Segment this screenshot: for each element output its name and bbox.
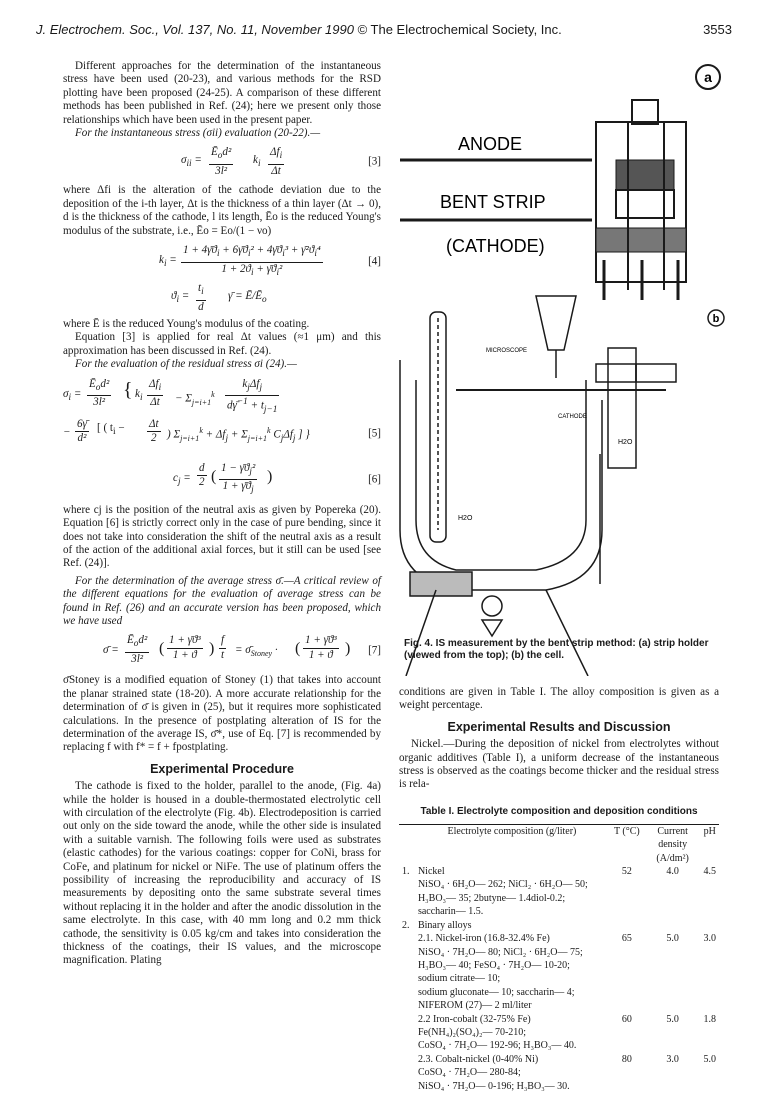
table-cell-ph xyxy=(701,1039,720,1052)
table-row xyxy=(399,919,719,932)
table-cell-cd xyxy=(645,1039,701,1052)
column-header: pH xyxy=(703,825,716,837)
equation-3: $\sigma_{ii}$ = $Ē_od^2$ 3l² $k_i$ $\Delta f_i$ Δt [3] xyxy=(181,146,381,178)
microscope-label: MICROSCOPE xyxy=(486,348,528,354)
table-cell-comp: sodium gluconate— 10; saccharin— 4; xyxy=(417,986,575,998)
table-cell-ph xyxy=(701,919,720,932)
copyright: © The Electrochemical Society, Inc. xyxy=(357,22,562,37)
h2o-label: H2O xyxy=(458,515,473,522)
paragraph: For the determination of the average stress σ̄.—A critical review of the different equations for the evaluation of average stress can be found in Ref. (26) and an accurate version has been proposed, which we have used xyxy=(63,574,381,627)
table-cell-cd: 4.0 xyxy=(666,866,679,878)
table-cell-ph xyxy=(701,878,720,891)
table-cell-cd xyxy=(645,1026,701,1039)
table-body xyxy=(399,865,719,1093)
left-column xyxy=(63,60,381,968)
panel-a-label: a xyxy=(704,69,712,85)
table-cell-t xyxy=(609,946,645,959)
paragraph: conditions are given in Table I. The alloy composition is given as a weight percentage. xyxy=(399,686,719,712)
table-cell-cd xyxy=(645,986,701,999)
table-cell-ph: 5.0 xyxy=(703,1053,716,1065)
table-cell-cd xyxy=(645,919,701,932)
table-cell-t xyxy=(609,1039,645,1052)
table-cell-t xyxy=(609,972,645,985)
paragraph: where Δfi is the alteration of the cathode deviation due to the deposition of the i-th layer, Δt is the thickness of a thin layer (Δt → 0), d is the thickness of the cathode, l its length, Ēo is the reduced Young's modulus of the substrate, i.e., Ēo = Eo/(1 − νo) xyxy=(63,184,381,237)
page-header xyxy=(36,22,732,42)
table-cell-ph xyxy=(701,959,720,972)
table-cell-cd: 5.0 xyxy=(666,933,679,945)
table-cell-comp: CoSO₄ · 7H₂O— 280-84; xyxy=(417,1067,521,1079)
column-header: T (°C) xyxy=(613,825,640,837)
table-cell-cd xyxy=(645,946,701,959)
table-cell-t xyxy=(609,892,645,905)
column-header: Electrolyte composition (g/liter) xyxy=(447,825,577,837)
table-cell-comp: H₃BO₃— 40; FeSO₄ · 7H₂O— 10-20; xyxy=(417,959,570,971)
table-cell-n xyxy=(399,892,415,905)
table-cell-ph xyxy=(701,1066,720,1079)
table-cell-comp: sodium citrate— 10; xyxy=(417,973,501,985)
table-cell-t xyxy=(609,1080,645,1093)
table-cell-ph xyxy=(701,1026,720,1039)
table-row xyxy=(399,1053,719,1066)
table-cell-ph xyxy=(701,972,720,985)
equation-6: $c_j$ = $\frac{d}{2}$ ( $\frac{1 - \gammāϑ_j^2}{1 + \gammāϑ_j}$ ) [6] xyxy=(173,461,381,496)
table-cell-cd: 5.0 xyxy=(666,1013,679,1025)
equation-4: $k_i$ = $\frac{1 + 4\gammāϑ_i + 6\gammāϑ_i^2 + 4\gammāϑ_i^3 + \gammā^2ϑ_i^4}{1 + 2ϑ_i + \gammāϑ_i^2}$ [4] $ϑ_i$ = $\frac{t_i}{d}$ γ̄ = $Ē/Ē_o$ xyxy=(159,244,381,313)
table-row xyxy=(399,986,719,999)
table-cell-comp: Binary alloys xyxy=(417,919,472,931)
table-cell-n xyxy=(399,986,415,999)
paragraph: Nickel.—During the deposition of nickel from electrolytes without organic additives (Table I), a uniform decrease of the instantaneous stress is observed as the coatings become thicker and the residual stress is rela- xyxy=(399,738,719,791)
table-cell-t: 60 xyxy=(621,1013,632,1025)
table-row xyxy=(399,959,719,972)
subheading: For the instantaneous stress (σii) evaluation (20-22).— xyxy=(75,127,321,140)
paragraph: where Ē is the reduced Young's modulus of the coating. xyxy=(63,318,310,331)
table-row xyxy=(399,1039,719,1052)
table-cell-t: 65 xyxy=(621,933,632,945)
table-cell-comp: saccharin— 1.5. xyxy=(417,906,484,918)
table-cell-n xyxy=(399,1039,415,1052)
page-number: 3553 xyxy=(703,22,732,37)
table-cell-n: 1. xyxy=(402,866,410,878)
table-row xyxy=(399,1066,719,1079)
cathode-small-label: CATHODE xyxy=(558,414,587,420)
table-cell-t xyxy=(609,999,645,1012)
table-cell-comp: 2.1. Nickel-iron (16.8-32.4% Fe) xyxy=(417,933,550,945)
paragraph: σ̄Stoney is a modified equation of Stoney (1) that takes into account the planar strained state (18-20). A more accurate relationship for the determination of σ̄ is given in (25), but it requires more sophisticated calculations. In the presence of postplating alteration of IS for the determination of the average IS, σ̄*, use of Eq. [7] is recommended by replacing f with f* = f + fpostplating. xyxy=(63,674,381,754)
panel-b-label: b xyxy=(712,313,720,325)
bent-strip-label: BENT STRIP xyxy=(440,192,546,212)
table-cell-ph: 1.8 xyxy=(703,1013,716,1025)
table-row xyxy=(399,1026,719,1039)
table-cell-cd xyxy=(645,999,701,1012)
table-cell-cd xyxy=(645,1066,701,1079)
table-cell-n xyxy=(399,932,415,945)
table-cell-n xyxy=(399,1053,415,1066)
equation-number: [7] xyxy=(368,644,381,657)
figure-caption: Fig. 4. IS measurement by the bent strip method: (a) strip holder (viewed from the top); (b) the cell. xyxy=(404,638,709,661)
table-row xyxy=(399,1080,719,1093)
table-cell-comp: Fe(NH₄)₂(SO₄)₂— 70-210; xyxy=(417,1026,527,1038)
table-cell-cd xyxy=(645,892,701,905)
table-cell-n xyxy=(399,1080,415,1093)
cathode-paren-label: (CATHODE) xyxy=(446,236,545,256)
subheading: For the evaluation of the residual stress σi (24).— xyxy=(75,358,297,371)
paragraph: Different approaches for the determination of the instantaneous stress have been used (20-23), and various methods for the RSD plotting have been proposed (24-25). A comparison of these different methods has been published in Ref. (24); here we present only those relationships which have been used in the present paper. xyxy=(63,60,381,126)
table-cell-n xyxy=(399,1013,415,1026)
table-cell-n xyxy=(399,878,415,891)
section-heading: Experimental Procedure xyxy=(150,761,294,776)
table-cell-t xyxy=(609,878,645,891)
h2o-label: H2O xyxy=(618,439,633,446)
table-row xyxy=(399,932,719,945)
table-cell-n: 2. xyxy=(402,919,410,931)
equation-number: [5] xyxy=(368,426,381,439)
table-cell-ph xyxy=(701,999,720,1012)
table-cell-ph xyxy=(701,986,720,999)
table-cell-cd xyxy=(645,972,701,985)
equation-number: [4] xyxy=(368,255,381,268)
table-row xyxy=(399,999,719,1012)
table-cell-t: 80 xyxy=(621,1053,632,1065)
table-cell-ph xyxy=(701,892,720,905)
equation-number: [3] xyxy=(368,155,381,168)
figure-4 xyxy=(396,60,732,676)
right-column xyxy=(399,686,719,1093)
table-cell-n xyxy=(399,999,415,1012)
table-cell-n xyxy=(399,905,415,918)
table-cell-cd xyxy=(645,959,701,972)
anode-label: ANODE xyxy=(458,134,523,154)
table-cell-comp: NiSO₄ · 6H₂O— 262; NiCl₂ · 6H₂O— 50; xyxy=(417,879,588,891)
table-cell-ph xyxy=(701,1080,720,1093)
equation-7: σ̄ = $Ē_od^2$ 3l² ( $\frac{\text{1 + γ̄ϑ³}}{1 + ϑ}$ ) $\frac{f}{t}$ = $\sigmā_{Stoney}$ · ( $\frac{\text{1 + γ̄ϑ³}}{1 + ϑ}$ ) [7] xyxy=(103,634,381,665)
table-cell-comp: Nickel xyxy=(417,866,445,878)
table-cell-ph xyxy=(701,905,720,918)
section-heading: Experimental Results and Discussion xyxy=(447,719,671,734)
table-cell-cd xyxy=(645,1080,701,1093)
equation-5: $\sigma_i$ = $Ē_od^2$ 3l² { $k_i$ $\Delta f_i$ Δt − $\Sigma_{j=i+1}^k$ $k_j\Delta f_j$ dγ̄$^{-1}$ + $t_{j-1}$ − $\frac{6\gammā}{\text{d²}}$ [ ( $t_i$ − $\frac{\Delta t}{2}$ ) $\Sigma_{j=i+1}^k + \Delta f_j + \Sigma_{j=i+1}^k$ $C_j\Delta f_j$ ] } [5] xyxy=(63,377,381,445)
table-row xyxy=(399,1013,719,1026)
table-cell-n xyxy=(399,1066,415,1079)
table-cell-comp: NiSO₄ · 7H₂O— 0-196; H₃BO₃— 30. xyxy=(417,1080,570,1092)
table-cell-comp: NIFEROM (27)— 2 ml/liter xyxy=(417,1000,532,1012)
table-cell-comp: H₃BO₃— 35; 2butyne— 1.4diol-0.2; xyxy=(417,892,566,904)
table-cell-n xyxy=(399,946,415,959)
table-cell-n xyxy=(399,972,415,985)
table-cell-cd: 3.0 xyxy=(666,1053,679,1065)
table-row xyxy=(399,946,719,959)
figure-4-drawing xyxy=(396,60,732,676)
table-cell-t xyxy=(609,905,645,918)
table-header-row xyxy=(399,825,719,865)
table-row xyxy=(399,865,719,878)
paragraph: where cj is the position of the neutral axis as given by Popereka (20). Equation [6] is strictly correct only in the case of pure bending, since it does not take into consideration the shift of the neutral axis as a result of the action of the additional axial forces, but it still can be used [see Ref. (24)]. xyxy=(63,503,381,570)
paragraph: Equation [3] is applied for real Δt values (≈1 μm) and this approximation has been discussed in Ref. (24). xyxy=(63,331,381,357)
equation-number: [6] xyxy=(368,472,381,485)
table-cell-t xyxy=(609,959,645,972)
table-cell-ph xyxy=(701,946,720,959)
table-title: Table I. Electrolyte composition and deposition conditions xyxy=(420,805,698,817)
table-cell-t xyxy=(609,986,645,999)
column-header: Current density (A/dm²) xyxy=(656,825,689,864)
table-cell-n xyxy=(399,1026,415,1039)
table-cell-ph: 4.5 xyxy=(703,866,716,878)
table-cell-n xyxy=(399,959,415,972)
table-cell-t: 52 xyxy=(621,866,632,878)
table-cell-t xyxy=(609,919,645,932)
table-1 xyxy=(399,825,719,1093)
table-cell-cd xyxy=(645,905,701,918)
table-cell-t xyxy=(609,1026,645,1039)
paragraph: The cathode is fixed to the holder, parallel to the anode, (Fig. 4a) while the holder is housed in a double-thermostated electrolytic cell with circulation of the electrolyte (Fig. 4b). Electrodeposition is carried out only on the side toward the anode, while the other side is insulated with a suitable varnish. The following foils were used as substrates (elastic cathodes) for the various coatings: copper for CoNi, brass for CoFe, and platinum for nickel or NiFe. The use of platinum offers the possibility of increasing the reproducibility and accuracy of IS measurements by depositing onto the same substrate several times without replacing it in the holder and after the anodic dissolution in the same electrolyte. In this case, with 40 mm long and 0.2 mm thick cathode, the sensitivity is 0.05 kg/cm and takes into consideration the thickness of the coatings, their IS values, and the microscope magnification. Plating xyxy=(63,780,381,967)
table-cell-comp: 2.2 Iron-cobalt (32-75% Fe) xyxy=(417,1013,531,1025)
table-cell-ph: 3.0 xyxy=(703,933,716,945)
table-row xyxy=(399,905,719,918)
table-cell-cd xyxy=(645,878,701,891)
table-row xyxy=(399,878,719,891)
journal-citation: J. Electrochem. Soc., Vol. 137, No. 11, November 1990 © The Electrochemical Society, Inc. xyxy=(36,22,562,37)
table-cell-comp: CoSO₄ · 7H₂O— 192-96; H₃BO₃— 40. xyxy=(417,1040,577,1052)
table-row xyxy=(399,892,719,905)
table-row xyxy=(399,972,719,985)
table-cell-comp: 2.3. Cobalt-nickel (0-40% Ni) xyxy=(417,1053,539,1065)
table-cell-comp: NiSO₄ · 7H₂O— 80; NiCl₂ · 6H₂O— 75; xyxy=(417,946,583,958)
table-cell-t xyxy=(609,1066,645,1079)
electrolytic-cell xyxy=(400,296,676,676)
strip-holder xyxy=(596,100,686,300)
